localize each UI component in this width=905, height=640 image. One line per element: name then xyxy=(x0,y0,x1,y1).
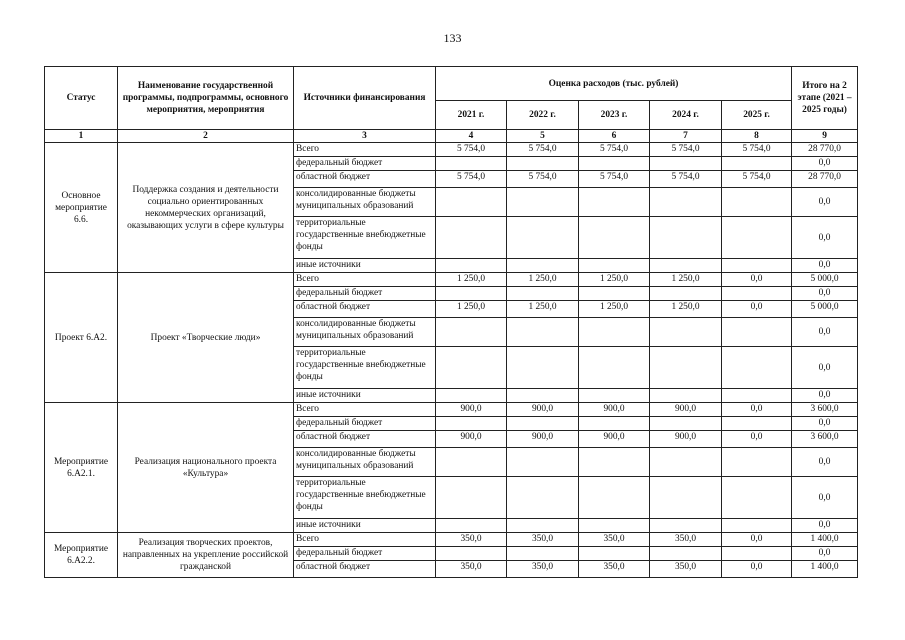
value-cell xyxy=(436,417,507,431)
total-cell: 0,0 xyxy=(792,389,858,403)
column-index: 8 xyxy=(722,130,792,143)
total-cell: 0,0 xyxy=(792,157,858,171)
value-cell xyxy=(436,217,507,259)
total-cell: 0,0 xyxy=(792,347,858,389)
value-cell xyxy=(436,157,507,171)
value-cell xyxy=(507,318,579,347)
value-cell: 900,0 xyxy=(579,431,650,448)
source-label: федеральный бюджет xyxy=(294,547,436,561)
value-cell: 0,0 xyxy=(722,431,792,448)
value-cell: 1 250,0 xyxy=(507,273,579,287)
value-cell: 900,0 xyxy=(650,403,722,417)
row-status: Основное мероприятие 6.6. xyxy=(45,143,118,273)
value-cell xyxy=(722,389,792,403)
value-cell: 5 754,0 xyxy=(436,143,507,157)
header-year: 2024 г. xyxy=(650,101,722,130)
value-cell xyxy=(507,417,579,431)
total-cell: 3 600,0 xyxy=(792,431,858,448)
column-index: 6 xyxy=(579,130,650,143)
value-cell: 5 754,0 xyxy=(579,171,650,188)
column-index-row xyxy=(45,130,858,143)
source-label: федеральный бюджет xyxy=(294,287,436,301)
source-label: областной бюджет xyxy=(294,561,436,578)
source-label: иные источники xyxy=(294,259,436,273)
value-cell xyxy=(436,188,507,217)
value-cell xyxy=(650,287,722,301)
header-name: Наименование государственной программы, подпрограммы, основного мероприятия, мероприятия xyxy=(118,67,294,130)
value-cell: 900,0 xyxy=(436,431,507,448)
source-label: областной бюджет xyxy=(294,301,436,318)
column-index: 3 xyxy=(294,130,436,143)
source-label: Всего xyxy=(294,533,436,547)
source-label: территориальные государственные внебюджетные фонды xyxy=(294,217,436,259)
value-cell xyxy=(722,318,792,347)
value-cell xyxy=(436,477,507,519)
value-cell: 5 754,0 xyxy=(722,171,792,188)
header-year: 2022 г. xyxy=(507,101,579,130)
page-number: 133 xyxy=(443,31,462,45)
total-cell: 0,0 xyxy=(792,287,858,301)
value-cell xyxy=(507,519,579,533)
value-cell xyxy=(579,157,650,171)
value-cell xyxy=(507,188,579,217)
value-cell xyxy=(722,188,792,217)
column-index: 1 xyxy=(45,130,118,143)
value-cell: 1 250,0 xyxy=(650,273,722,287)
value-cell xyxy=(507,217,579,259)
total-cell: 0,0 xyxy=(792,318,858,347)
table-row xyxy=(45,533,858,547)
value-cell xyxy=(650,477,722,519)
total-cell: 28 770,0 xyxy=(792,171,858,188)
value-cell xyxy=(650,217,722,259)
source-label: иные источники xyxy=(294,389,436,403)
header-year: 2023 г. xyxy=(579,101,650,130)
value-cell: 0,0 xyxy=(722,273,792,287)
value-cell: 900,0 xyxy=(507,403,579,417)
value-cell xyxy=(722,519,792,533)
source-label: Всего xyxy=(294,273,436,287)
row-name: Реализация национального проекта «Культура» xyxy=(118,403,294,533)
source-label: областной бюджет xyxy=(294,431,436,448)
value-cell: 1 250,0 xyxy=(436,301,507,318)
value-cell xyxy=(507,448,579,477)
row-status: Мероприятие 6.А2.2. xyxy=(45,533,118,578)
column-index: 9 xyxy=(792,130,858,143)
value-cell: 1 250,0 xyxy=(436,273,507,287)
value-cell: 1 250,0 xyxy=(650,301,722,318)
value-cell: 1 250,0 xyxy=(579,273,650,287)
source-label: федеральный бюджет xyxy=(294,417,436,431)
value-cell: 5 754,0 xyxy=(507,171,579,188)
table-row xyxy=(45,143,858,157)
value-cell xyxy=(579,519,650,533)
source-label: иные источники xyxy=(294,519,436,533)
value-cell xyxy=(579,477,650,519)
value-cell xyxy=(650,157,722,171)
source-label: консолидированные бюджеты муниципальных образований xyxy=(294,188,436,217)
value-cell: 5 754,0 xyxy=(579,143,650,157)
total-cell: 5 000,0 xyxy=(792,273,858,287)
total-cell: 5 000,0 xyxy=(792,301,858,318)
value-cell: 5 754,0 xyxy=(436,171,507,188)
value-cell xyxy=(722,547,792,561)
row-name: Реализация творческих проектов, направленных на укрепление российской гражданской xyxy=(118,533,294,578)
value-cell xyxy=(722,347,792,389)
value-cell xyxy=(436,389,507,403)
total-cell: 0,0 xyxy=(792,448,858,477)
header-year: 2025 г. xyxy=(722,101,792,130)
value-cell: 1 250,0 xyxy=(579,301,650,318)
source-label: консолидированные бюджеты муниципальных образований xyxy=(294,448,436,477)
header-total: Итого на 2 этапе (2021 – 2025 годы) xyxy=(792,67,858,130)
value-cell xyxy=(436,347,507,389)
value-cell: 350,0 xyxy=(507,561,579,578)
value-cell xyxy=(436,318,507,347)
column-index: 5 xyxy=(507,130,579,143)
total-cell: 28 770,0 xyxy=(792,143,858,157)
value-cell: 350,0 xyxy=(650,561,722,578)
header-estimate: Оценка расходов (тыс. рублей) xyxy=(436,67,792,101)
value-cell: 0,0 xyxy=(722,533,792,547)
value-cell xyxy=(507,287,579,301)
value-cell xyxy=(436,287,507,301)
total-cell: 0,0 xyxy=(792,417,858,431)
value-cell xyxy=(436,519,507,533)
value-cell xyxy=(507,259,579,273)
value-cell xyxy=(722,157,792,171)
row-name: Поддержка создания и деятельности социально ориентированных некоммерческих организаций, оказывающих услуги в сфере культуры xyxy=(118,143,294,273)
budget-table xyxy=(44,66,858,578)
value-cell: 350,0 xyxy=(650,533,722,547)
value-cell xyxy=(722,477,792,519)
value-cell xyxy=(507,389,579,403)
value-cell: 350,0 xyxy=(436,561,507,578)
value-cell xyxy=(507,477,579,519)
total-cell: 0,0 xyxy=(792,217,858,259)
source-label: областной бюджет xyxy=(294,171,436,188)
value-cell xyxy=(579,259,650,273)
value-cell: 0,0 xyxy=(722,301,792,318)
value-cell: 900,0 xyxy=(579,403,650,417)
value-cell xyxy=(579,417,650,431)
total-cell: 3 600,0 xyxy=(792,403,858,417)
value-cell xyxy=(722,287,792,301)
column-index: 2 xyxy=(118,130,294,143)
value-cell xyxy=(722,259,792,273)
value-cell xyxy=(650,188,722,217)
table-row xyxy=(45,403,858,417)
source-label: консолидированные бюджеты муниципальных образований xyxy=(294,318,436,347)
value-cell xyxy=(579,448,650,477)
row-status: Мероприятие 6.А2.1. xyxy=(45,403,118,533)
value-cell xyxy=(722,217,792,259)
value-cell xyxy=(650,519,722,533)
total-cell: 0,0 xyxy=(792,519,858,533)
total-cell: 1 400,0 xyxy=(792,533,858,547)
column-index: 4 xyxy=(436,130,507,143)
value-cell: 5 754,0 xyxy=(722,143,792,157)
header-year: 2021 г. xyxy=(436,101,507,130)
value-cell xyxy=(579,347,650,389)
value-cell: 350,0 xyxy=(507,533,579,547)
total-cell: 0,0 xyxy=(792,477,858,519)
value-cell xyxy=(507,157,579,171)
value-cell xyxy=(579,188,650,217)
header-sources: Источники финансирования xyxy=(294,67,436,130)
value-cell xyxy=(436,259,507,273)
value-cell: 350,0 xyxy=(579,533,650,547)
value-cell xyxy=(507,347,579,389)
value-cell xyxy=(579,318,650,347)
value-cell xyxy=(650,259,722,273)
value-cell xyxy=(579,389,650,403)
value-cell xyxy=(650,417,722,431)
source-label: Всего xyxy=(294,403,436,417)
value-cell: 5 754,0 xyxy=(650,171,722,188)
value-cell xyxy=(650,547,722,561)
source-label: Всего xyxy=(294,143,436,157)
value-cell xyxy=(436,547,507,561)
total-cell: 0,0 xyxy=(792,188,858,217)
value-cell: 0,0 xyxy=(722,561,792,578)
value-cell xyxy=(722,448,792,477)
value-cell xyxy=(650,347,722,389)
source-label: федеральный бюджет xyxy=(294,157,436,171)
value-cell xyxy=(579,287,650,301)
table-row xyxy=(45,273,858,287)
value-cell xyxy=(722,417,792,431)
value-cell: 0,0 xyxy=(722,403,792,417)
value-cell: 5 754,0 xyxy=(650,143,722,157)
value-cell: 5 754,0 xyxy=(507,143,579,157)
value-cell: 1 250,0 xyxy=(507,301,579,318)
total-cell: 1 400,0 xyxy=(792,561,858,578)
total-cell: 0,0 xyxy=(792,547,858,561)
value-cell: 350,0 xyxy=(436,533,507,547)
value-cell xyxy=(507,547,579,561)
row-name: Проект «Творческие люди» xyxy=(118,273,294,403)
source-label: территориальные государственные внебюджетные фонды xyxy=(294,477,436,519)
value-cell xyxy=(436,448,507,477)
value-cell: 900,0 xyxy=(436,403,507,417)
value-cell xyxy=(650,318,722,347)
value-cell xyxy=(650,448,722,477)
value-cell: 350,0 xyxy=(579,561,650,578)
source-label: территориальные государственные внебюджетные фонды xyxy=(294,347,436,389)
value-cell xyxy=(579,217,650,259)
total-cell: 0,0 xyxy=(792,259,858,273)
column-index: 7 xyxy=(650,130,722,143)
value-cell xyxy=(579,547,650,561)
row-status: Проект 6.А2. xyxy=(45,273,118,403)
value-cell: 900,0 xyxy=(507,431,579,448)
value-cell xyxy=(650,389,722,403)
header-status: Статус xyxy=(45,67,118,130)
value-cell: 900,0 xyxy=(650,431,722,448)
